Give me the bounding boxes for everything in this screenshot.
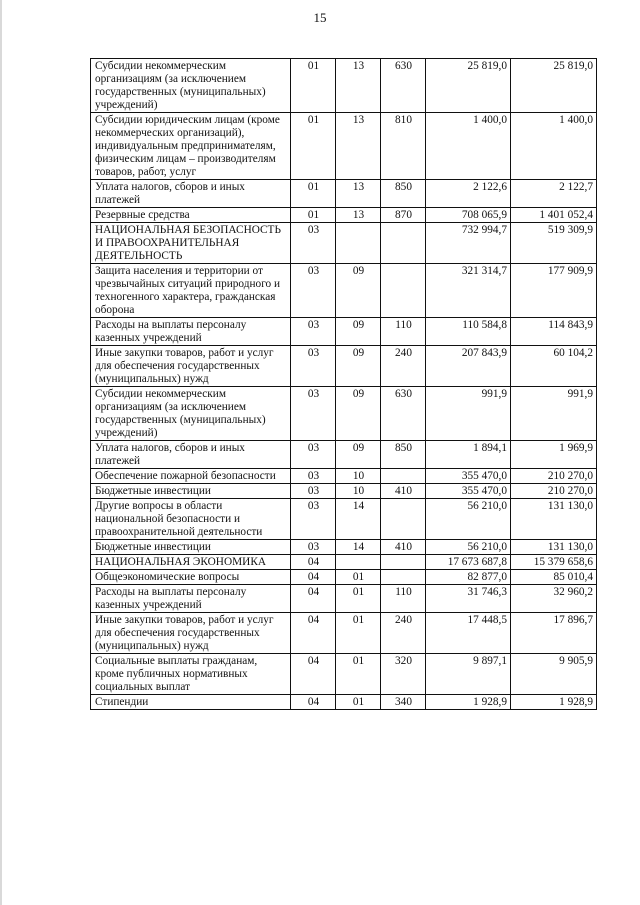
row-name: Резервные средства [91,208,291,223]
row-subsection-code: 09 [336,318,381,346]
row-section-code: 04 [291,585,336,613]
row-amount-2: 17 896,7 [511,613,597,654]
table-row [91,585,597,613]
row-subsection-code: 13 [336,180,381,208]
row-name: Субсидии некоммерческим организациям (за исключением государственных (муниципальных) учреждений) [91,387,291,441]
row-section-code: 03 [291,264,336,318]
row-section-code: 03 [291,223,336,264]
row-amount-1: 56 210,0 [426,499,511,540]
row-name: Другие вопросы в области национальной безопасности и правоохранительной деятельности [91,499,291,540]
row-amount-1: 207 843,9 [426,346,511,387]
row-amount-1: 355 470,0 [426,469,511,484]
row-name: НАЦИОНАЛЬНАЯ БЕЗОПАСНОСТЬ И ПРАВООХРАНИТЕЛЬНАЯ ДЕЯТЕЛЬНОСТЬ [91,223,291,264]
scan-edge [0,0,2,905]
row-amount-1: 110 584,8 [426,318,511,346]
row-expense-type-code: 320 [381,654,426,695]
row-section-code: 04 [291,613,336,654]
budget-table [90,58,597,710]
table-row [91,318,597,346]
row-amount-2: 1 400,0 [511,113,597,180]
row-amount-1: 355 470,0 [426,484,511,499]
row-expense-type-code: 630 [381,59,426,113]
row-expense-type-code: 850 [381,180,426,208]
row-section-code: 04 [291,570,336,585]
row-subsection-code: 13 [336,59,381,113]
row-section-code: 03 [291,387,336,441]
row-amount-2: 1 401 052,4 [511,208,597,223]
row-section-code: 03 [291,346,336,387]
row-subsection-code: 13 [336,113,381,180]
row-amount-2: 519 309,9 [511,223,597,264]
row-section-code: 01 [291,180,336,208]
row-amount-1: 321 314,7 [426,264,511,318]
row-subsection-code: 09 [336,387,381,441]
row-section-code: 03 [291,540,336,555]
row-expense-type-code: 240 [381,346,426,387]
row-amount-2: 210 270,0 [511,484,597,499]
row-section-code: 04 [291,695,336,710]
table-row [91,695,597,710]
row-section-code: 01 [291,59,336,113]
row-section-code: 03 [291,441,336,469]
row-subsection-code: 13 [336,208,381,223]
row-section-code: 03 [291,318,336,346]
table-row [91,570,597,585]
row-name: Обеспечение пожарной безопасности [91,469,291,484]
row-name: Бюджетные инвестиции [91,484,291,499]
table-row [91,264,597,318]
row-subsection-code: 01 [336,695,381,710]
row-amount-2: 131 130,0 [511,499,597,540]
row-name: Защита населения и территории от чрезвычайных ситуаций природного и техногенного характера, гражданская оборона [91,264,291,318]
row-expense-type-code: 240 [381,613,426,654]
table-row [91,540,597,555]
row-expense-type-code [381,555,426,570]
table-row [91,469,597,484]
row-section-code: 03 [291,484,336,499]
table-row [91,387,597,441]
row-subsection-code: 10 [336,484,381,499]
row-subsection-code: 01 [336,570,381,585]
row-section-code: 01 [291,113,336,180]
table-row [91,113,597,180]
table-row [91,208,597,223]
table-row [91,555,597,570]
row-expense-type-code: 110 [381,318,426,346]
table-row [91,180,597,208]
row-amount-2: 131 130,0 [511,540,597,555]
row-amount-2: 2 122,7 [511,180,597,208]
row-amount-2: 32 960,2 [511,585,597,613]
row-expense-type-code [381,499,426,540]
row-name: Уплата налогов, сборов и иных платежей [91,180,291,208]
row-expense-type-code [381,223,426,264]
table-row [91,484,597,499]
row-amount-2: 60 104,2 [511,346,597,387]
row-section-code: 04 [291,555,336,570]
row-name: Социальные выплаты гражданам, кроме публичных нормативных социальных выплат [91,654,291,695]
row-section-code: 04 [291,654,336,695]
row-amount-1: 732 994,7 [426,223,511,264]
row-expense-type-code: 410 [381,484,426,499]
row-name: Субсидии юридическим лицам (кроме некоммерческих организаций), индивидуальным предпринимателям, физическим лицам – производителям товаров, работ, услуг [91,113,291,180]
row-amount-2: 1 928,9 [511,695,597,710]
row-expense-type-code: 630 [381,387,426,441]
row-amount-1: 17 448,5 [426,613,511,654]
row-subsection-code: 09 [336,441,381,469]
row-amount-1: 17 673 687,8 [426,555,511,570]
row-expense-type-code: 110 [381,585,426,613]
row-name: Субсидии некоммерческим организациям (за исключением государственных (муниципальных) учреждений) [91,59,291,113]
row-amount-1: 25 819,0 [426,59,511,113]
row-name: НАЦИОНАЛЬНАЯ ЭКОНОМИКА [91,555,291,570]
row-amount-2: 991,9 [511,387,597,441]
row-section-code: 03 [291,499,336,540]
row-section-code: 03 [291,469,336,484]
row-amount-1: 31 746,3 [426,585,511,613]
row-subsection-code: 09 [336,264,381,318]
row-amount-1: 82 877,0 [426,570,511,585]
row-expense-type-code: 870 [381,208,426,223]
row-expense-type-code [381,469,426,484]
row-name: Расходы на выплаты персоналу казенных учреждений [91,585,291,613]
row-amount-2: 177 909,9 [511,264,597,318]
row-amount-2: 114 843,9 [511,318,597,346]
row-subsection-code: 01 [336,585,381,613]
row-expense-type-code: 810 [381,113,426,180]
row-name: Расходы на выплаты персоналу казенных учреждений [91,318,291,346]
table-row [91,223,597,264]
row-amount-2: 25 819,0 [511,59,597,113]
row-subsection-code: 01 [336,613,381,654]
row-subsection-code: 01 [336,654,381,695]
row-amount-1: 991,9 [426,387,511,441]
table-row [91,499,597,540]
row-expense-type-code [381,264,426,318]
row-subsection-code: 14 [336,540,381,555]
row-amount-2: 85 010,4 [511,570,597,585]
row-amount-2: 210 270,0 [511,469,597,484]
row-amount-2: 1 969,9 [511,441,597,469]
row-amount-1: 56 210,0 [426,540,511,555]
budget-table-body [91,59,597,710]
row-amount-1: 1 400,0 [426,113,511,180]
row-subsection-code [336,223,381,264]
row-name: Стипендии [91,695,291,710]
row-name: Общеэкономические вопросы [91,570,291,585]
row-amount-1: 9 897,1 [426,654,511,695]
row-name: Уплата налогов, сборов и иных платежей [91,441,291,469]
row-amount-1: 1 894,1 [426,441,511,469]
row-amount-1: 2 122,6 [426,180,511,208]
row-name: Бюджетные инвестиции [91,540,291,555]
row-amount-1: 1 928,9 [426,695,511,710]
row-subsection-code: 14 [336,499,381,540]
row-amount-2: 9 905,9 [511,654,597,695]
table-row [91,613,597,654]
row-expense-type-code: 410 [381,540,426,555]
table-row [91,59,597,113]
row-expense-type-code [381,570,426,585]
row-name: Иные закупки товаров, работ и услуг для обеспечения государственных (муниципальных) нужд [91,346,291,387]
row-name: Иные закупки товаров, работ и услуг для обеспечения государственных (муниципальных) нужд [91,613,291,654]
table-row [91,654,597,695]
table-row [91,441,597,469]
row-section-code: 01 [291,208,336,223]
row-amount-2: 15 379 658,6 [511,555,597,570]
row-expense-type-code: 340 [381,695,426,710]
page-number: 15 [313,10,327,25]
row-subsection-code: 09 [336,346,381,387]
table-row [91,346,597,387]
row-subsection-code: 10 [336,469,381,484]
row-amount-1: 708 065,9 [426,208,511,223]
row-subsection-code [336,555,381,570]
row-expense-type-code: 850 [381,441,426,469]
